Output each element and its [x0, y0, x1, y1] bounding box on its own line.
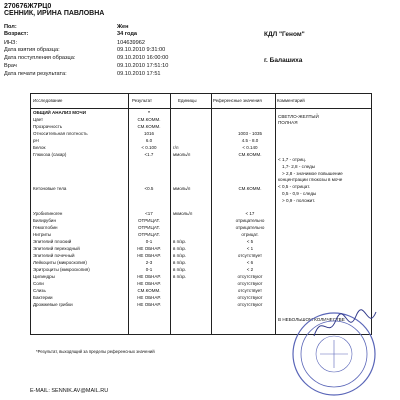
- test-name: Эпителий переходный: [33, 246, 80, 251]
- test-units: в п/зр.: [173, 267, 187, 272]
- test-units: в п/зр.: [173, 253, 187, 258]
- test-result: ОТРИЦАТ.: [138, 225, 160, 230]
- test-result: 0-1: [145, 267, 153, 272]
- test-name: Кетоновые тела: [33, 186, 67, 191]
- header-field-label: Дата печати результата:: [4, 71, 67, 77]
- header-field-label: Врач: [4, 63, 17, 69]
- test-result: СМ.КОММ.: [137, 288, 161, 293]
- test-name: Эпителий плоский: [33, 239, 72, 244]
- test-result: СМ.КОММ.: [137, 124, 161, 129]
- test-result: 1016: [143, 131, 154, 136]
- test-result: НЕ ОБНАР.: [137, 246, 161, 251]
- test-reference: < 1: [246, 246, 254, 251]
- doctor-signature: [310, 306, 380, 346]
- test-name: Цилиндры: [33, 274, 55, 279]
- test-result: НЕ ОБНАР.: [137, 295, 161, 300]
- table-row: [31, 145, 371, 151]
- patient-name: СЕННИК, ИРИНА ПАВЛОВНА: [4, 10, 105, 17]
- test-reference: отрицательно: [235, 225, 265, 230]
- table-row: [31, 131, 371, 137]
- column-header-units: Единицы: [178, 98, 197, 103]
- test-units: в п/зр.: [173, 246, 187, 251]
- table-row: [31, 260, 371, 266]
- table-row: [31, 152, 371, 158]
- test-units: ммоль/л: [173, 186, 191, 191]
- table-row: [31, 253, 371, 259]
- test-result: *: [148, 110, 150, 115]
- test-result: ОТРИЦАТ.: [138, 232, 160, 237]
- table-row: [31, 117, 371, 123]
- test-name: Глюкоза (сахар): [33, 152, 67, 157]
- header-field-label: Пол:: [4, 24, 17, 30]
- comment-glucose-4: концентрации глюкозы в моче: [278, 177, 343, 182]
- test-reference: отсутствует: [237, 288, 263, 293]
- test-result: НЕ ОБНАР.: [137, 302, 161, 307]
- test-result: ОТРИЦАТ.: [138, 218, 160, 223]
- test-name: Лейкоциты (микроскопия): [33, 260, 87, 265]
- test-reference: отсутствуют: [237, 295, 263, 300]
- test-reference: СМ.КОММ.: [238, 186, 262, 191]
- header-field-label: Дата взятия образца:: [4, 47, 60, 53]
- header-field-value: Жен: [117, 24, 129, 30]
- header-field-value: 34 года: [117, 31, 138, 37]
- test-name: Соли: [33, 281, 44, 286]
- table-row: [31, 225, 371, 231]
- table-row: [31, 274, 371, 280]
- table-row: [31, 267, 371, 273]
- comment-ketones-3: > 0,9 - положит.: [282, 198, 316, 203]
- table-row: [31, 138, 371, 144]
- test-units: в п/зр.: [173, 274, 187, 279]
- lab-name: КДЛ "Геном": [264, 31, 305, 38]
- test-reference: 1003 - 1035: [237, 131, 263, 136]
- test-name: Эпителий почечный: [33, 253, 75, 258]
- column-header-reference: Референсные значения: [213, 98, 262, 103]
- test-name: ОБЩИЙ АНАЛИЗ МОЧИ: [33, 110, 86, 115]
- comment-color: СВЕТЛО-ЖЕЛТЫЙ: [278, 114, 319, 119]
- test-reference: < 0.140: [242, 145, 258, 150]
- test-units: в п/зр.: [173, 260, 187, 265]
- test-result: <17: [145, 211, 153, 216]
- test-reference: отрицат.: [241, 232, 259, 237]
- header-field-value: 09.10.2010 17:51:10: [117, 63, 169, 69]
- test-reference: < 2: [246, 267, 254, 272]
- table-row: [31, 288, 371, 294]
- table-row: [31, 232, 371, 238]
- column-header-comment: Комментарий: [277, 98, 305, 103]
- header-field-label: Возраст:: [4, 31, 29, 37]
- header-field-label: ИНЗ:: [4, 40, 17, 46]
- test-reference: < 6: [246, 260, 254, 265]
- test-name: Цвет: [33, 117, 44, 122]
- table-row: [31, 246, 371, 252]
- test-name: pH: [33, 138, 39, 143]
- test-result: НЕ ОБНАР.: [137, 274, 161, 279]
- lab-city: г. Балашиха: [264, 57, 303, 64]
- test-result: 0-1: [145, 239, 153, 244]
- header-field-label: Дата поступления образца:: [4, 55, 76, 61]
- test-result: <0.5: [144, 186, 154, 191]
- test-result: НЕ ОБНАР.: [137, 281, 161, 286]
- table-row: [31, 295, 371, 301]
- comment-clarity: ПОЛНАЯ: [278, 120, 298, 125]
- table-row: [31, 239, 371, 245]
- table-row: [31, 186, 371, 192]
- table-row: [31, 281, 371, 287]
- test-units: мкмоль/л: [173, 211, 193, 216]
- test-result: < 0.100: [141, 145, 157, 150]
- test-result: СМ.КОММ.: [137, 117, 161, 122]
- test-name: Нитриты: [33, 232, 52, 237]
- test-name: Билирубин: [33, 218, 56, 223]
- test-reference: отсутствуют: [237, 274, 263, 279]
- test-name: Бактерии: [33, 295, 53, 300]
- header-field-value: 09.10.2010 9:31:00: [117, 47, 166, 53]
- test-reference: 4.5 - 8.0: [241, 138, 259, 143]
- footnote: *Результат, выходящий за пределы референсных значений: [36, 349, 155, 354]
- test-result: <1.7: [144, 152, 154, 157]
- table-row: [31, 124, 371, 130]
- comment-mucus: В НЕБОЛЬШОМ КОЛИЧЕСТВЕ: [278, 317, 345, 322]
- signature-stroke: [314, 310, 376, 336]
- test-result: 6.0: [145, 138, 153, 143]
- test-result: 2-3: [145, 260, 153, 265]
- test-name: Эритроциты (микроскопия): [33, 267, 90, 272]
- comment-glucose-3: > 2,8 - значимое повышение: [282, 171, 343, 176]
- header-field-value: 09.10.2010 17:51: [117, 71, 161, 77]
- test-name: Белок: [33, 145, 46, 150]
- comment-ketones-1: < 0,5 - отрицат.: [278, 184, 311, 189]
- test-name: Гемоглобин: [33, 225, 58, 230]
- test-name: Относительная плотность: [33, 131, 88, 136]
- comment-glucose-1: < 1,7 - отриц.: [278, 157, 307, 162]
- table-row: [31, 211, 371, 217]
- contact-email: E-MAIL: SENNIK.AV@MAIL.RU: [30, 388, 109, 394]
- test-result: НЕ ОБНАР.: [137, 253, 161, 258]
- test-units: ммоль/л: [173, 152, 191, 157]
- test-reference: отрицательно: [235, 218, 265, 223]
- patient-code: 270676Ж7РЦ0: [4, 3, 52, 10]
- test-name: Прозрачность: [33, 124, 63, 129]
- test-name: Дрожжевые грибки: [33, 302, 73, 307]
- test-name: Уробилиноген: [33, 211, 63, 216]
- table-row: [31, 110, 371, 116]
- test-reference: отсутствуют: [237, 281, 263, 286]
- test-reference: отсутствуют: [237, 302, 263, 307]
- test-units: в п/зр.: [173, 239, 187, 244]
- test-reference: < 5: [246, 239, 254, 244]
- column-header-test: Исследование: [33, 98, 63, 103]
- comment-glucose-2: 1,7- 2,8 - следы: [282, 164, 316, 169]
- column-header-result: Результат: [132, 98, 152, 103]
- header-field-value: 104639962: [117, 40, 145, 46]
- comment-ketones-2: 0,5 - 0,9 - следы: [282, 191, 317, 196]
- header-field-value: 09.10.2010 16:00:00: [117, 55, 169, 61]
- test-reference: отсутствует: [237, 253, 263, 258]
- test-reference: СМ.КОММ.: [238, 152, 262, 157]
- test-units: г/л: [173, 145, 179, 150]
- header-divider: [31, 108, 371, 109]
- test-name: Слизь: [33, 288, 46, 293]
- test-reference: < 17: [245, 211, 255, 216]
- results-table: [30, 93, 372, 335]
- table-row: [31, 218, 371, 224]
